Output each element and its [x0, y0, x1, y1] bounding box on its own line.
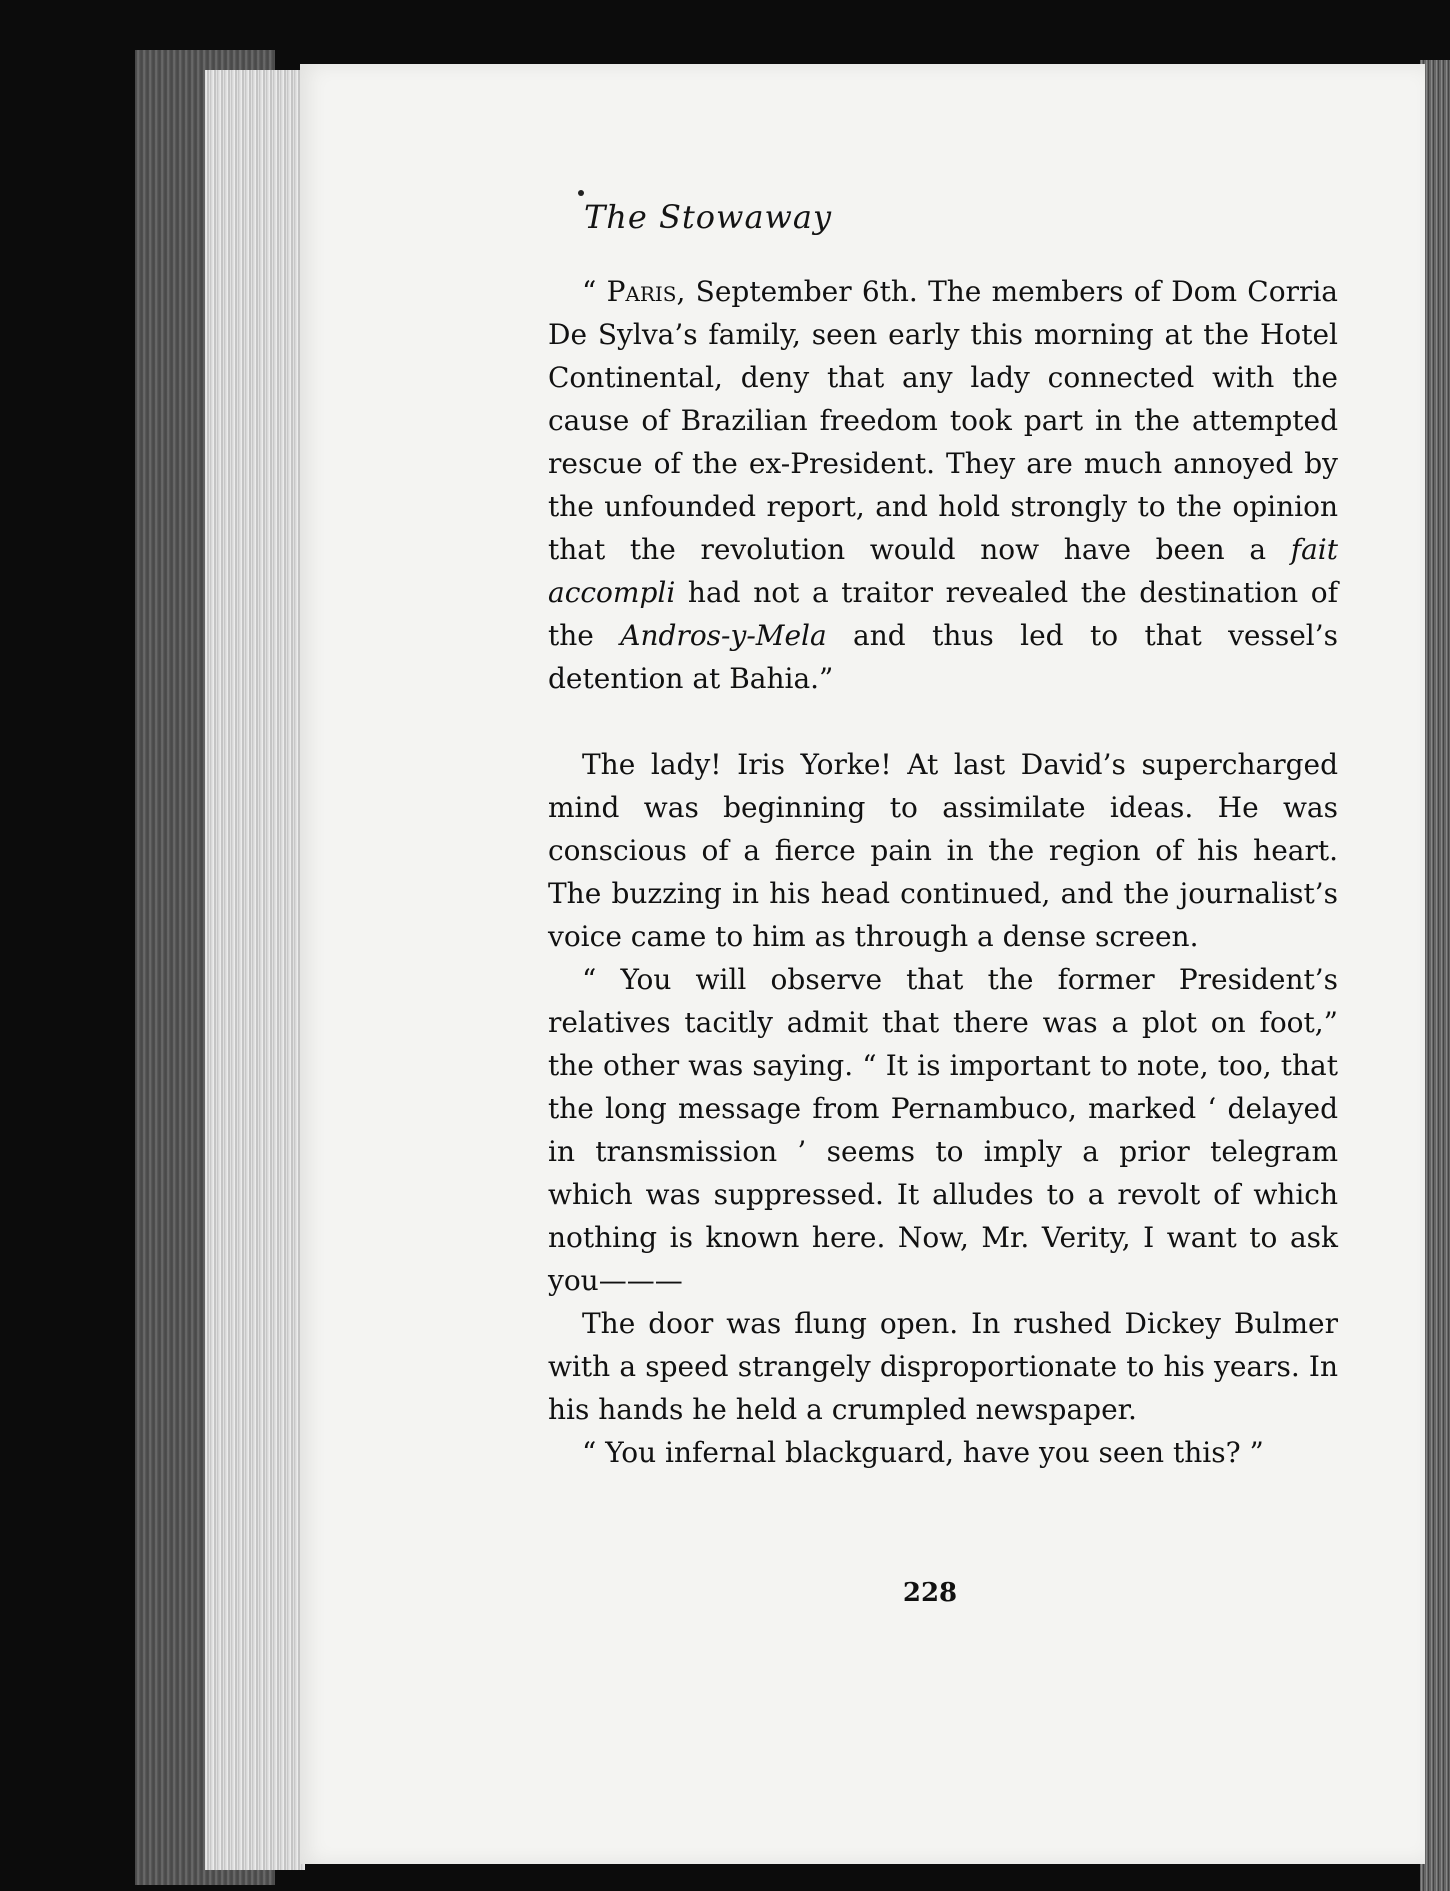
- opening-quote: “: [582, 275, 607, 308]
- italic-phrase: fait accompli: [548, 533, 1338, 609]
- paragraph-outburst: “ You infernal blackguard, have you seen this? ”: [582, 1436, 1264, 1469]
- running-head: The Stowaway: [583, 198, 833, 236]
- dispatch-text-2: had not a traitor revealed the destination of the: [548, 576, 1338, 652]
- paragraph-dispatch: [548, 270, 1338, 700]
- dispatch-text-3: and thus led to that vessel’s detention at Bahia.”: [548, 619, 1339, 695]
- page-number: 228: [902, 1578, 958, 1608]
- dateline-city: Paris: [606, 275, 677, 308]
- dispatch-text: , September 6th. The members of Dom Corria De Sylva’s family, seen early this morning at the Hotel Continental, deny that any lady connected with the cause of Brazilian freedom took part in the attempted rescue of the ex-President. They are much annoyed by the unfounded report, and hold strongly to the opinion that the revolution would now have been a: [548, 275, 1339, 566]
- body-text: [548, 270, 1338, 1474]
- page-edge-stack-light: [205, 70, 305, 1870]
- paragraph-door: The door was flung open. In rushed Dickey Bulmer with a speed strangely disproportionate to his years. In his hands he held a crumpled newspaper.: [548, 1307, 1338, 1426]
- ink-speck: [578, 190, 584, 196]
- ship-name: Andros-y-Mela: [620, 619, 827, 652]
- paragraph-lady: The lady! Iris Yorke! At last David’s supercharged mind was beginning to assimilate ideas. He was conscious of a fierce pain in the region of his heart. The buzzing in his head continued, and the journalist’s voice came to him as through a dense screen.: [548, 748, 1338, 953]
- paragraph-journalist: “ You will observe that the former President’s relatives tacitly admit that there was a plot on foot,” the other was saying. “ It is important to note, too, that the long message from Pernambuco, marked ‘ delayed in transmission ’ seems to imply a prior telegram which was suppressed. It alludes to a revolt of which nothing is known here. Now, Mr. Verity, I want to ask you———: [548, 963, 1338, 1297]
